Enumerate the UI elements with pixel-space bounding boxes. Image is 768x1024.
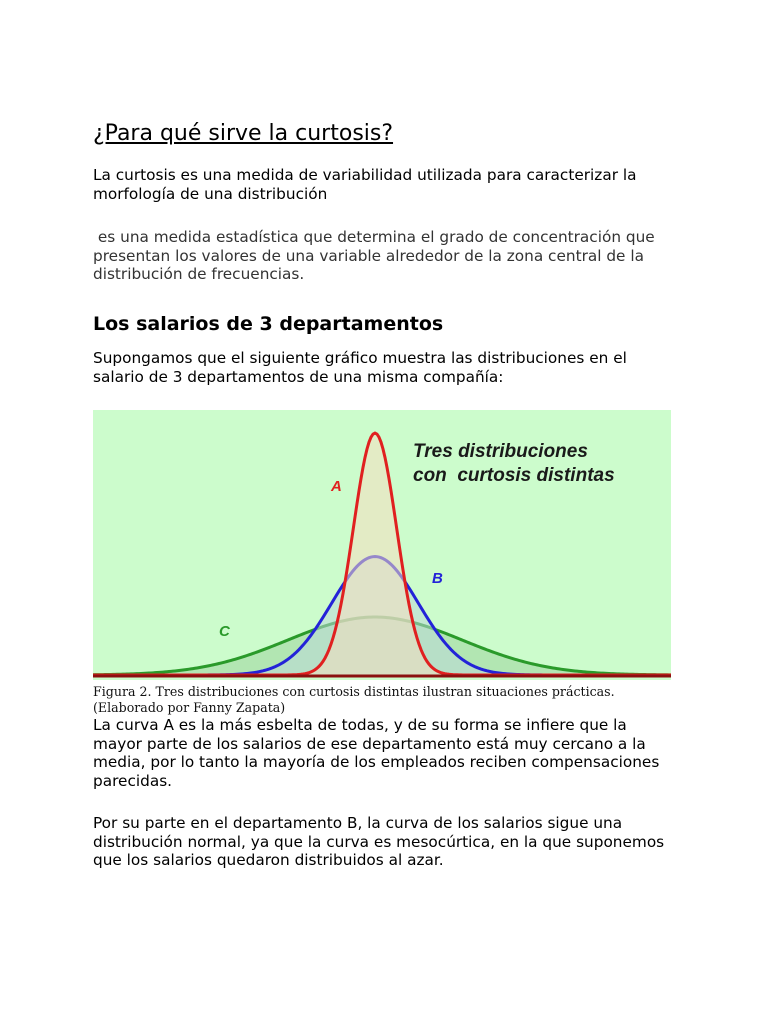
figure-title-line-1: Tres distribuciones: [413, 441, 588, 462]
paragraph-curve-b: Por su parte en el departamento B, la curva de los salarios sigue una distribución normal, ya que la curva es mesocúrtica, en la que suponemos que los salarios quedaron distribuidos al azar.: [93, 814, 665, 869]
figure-title-line-2: con curtosis distintas: [413, 465, 615, 486]
paragraph-curve-a: La curva A es la más esbelta de todas, y de su forma se infiere que la mayor parte de los salarios de ese departamento está muy cercano a la media, por lo tanto la mayoría de los empleados reciben compensaciones parecidas.: [93, 716, 660, 790]
paragraph-intro-chart: Supongamos que el siguiente gráfico muestra las distribuciones en el salario de 3 departamentos de una misma compañía:: [93, 349, 627, 386]
kurtosis-figure: [93, 410, 671, 680]
curve-label-b: B: [432, 570, 443, 587]
paragraph-concentration: es una medida estadística que determina el grado de concentración que presentan los valores de una variable alrededor de la zona central de la distribución de frecuencias.: [93, 228, 660, 283]
paragraph-definition: La curtosis es una medida de variabilidad utilizada para caracterizar la morfología de una distribución: [93, 166, 637, 203]
curve-label-a: A: [331, 478, 342, 495]
curve-label-c: C: [219, 623, 230, 640]
page-title: ¿Para qué sirve la curtosis?: [93, 121, 394, 146]
section-heading: Los salarios de 3 departamentos: [93, 313, 444, 335]
kurtosis-chart: [93, 410, 671, 680]
figure-caption: Figura 2. Tres distribuciones con curtosis distintas ilustran situaciones prácticas. (Elaborado por Fanny Zapata): [93, 684, 615, 715]
